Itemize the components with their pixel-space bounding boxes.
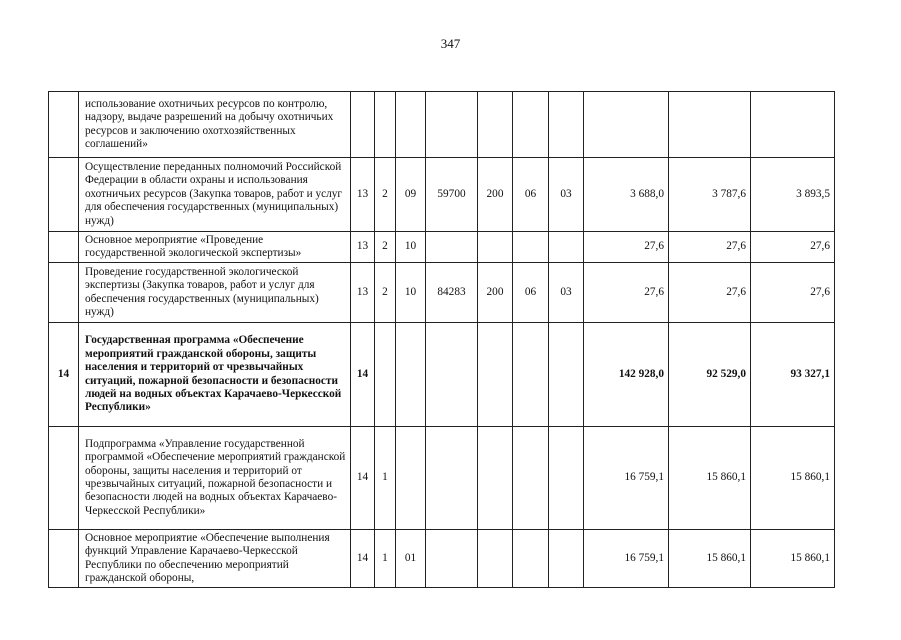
table-row (49, 92, 835, 158)
amount-year2-cell: 27,6 (669, 263, 751, 323)
row-number-cell (49, 232, 79, 263)
program-code-cell: 14 (351, 323, 375, 427)
item-name-cell: Основное мероприятие «Обеспечение выполнения функций Управление Карачаево-Черкесской Республики по обеспечению мероприятий гражданской обороны, (79, 530, 351, 588)
subprogram-code-cell: 1 (375, 427, 396, 530)
table-body (49, 92, 835, 588)
subprogram-code-cell: 2 (375, 263, 396, 323)
row-number-cell (49, 92, 79, 158)
activity-code-cell: 09 (396, 158, 426, 232)
expense-type-cell (478, 232, 513, 263)
amount-year1-cell: 27,6 (584, 263, 669, 323)
amount-year3-cell: 27,6 (751, 263, 835, 323)
subsection-cell (549, 530, 584, 588)
expense-type-cell (478, 427, 513, 530)
subprogram-code-cell: 2 (375, 158, 396, 232)
subprogram-code-cell: 1 (375, 530, 396, 588)
amount-year3-cell: 15 860,1 (751, 427, 835, 530)
amount-year2-cell (669, 92, 751, 158)
amount-year3-cell: 27,6 (751, 232, 835, 263)
section-cell: 06 (513, 263, 549, 323)
item-name-cell: Основное мероприятие «Проведение государственной экологической экспертизы» (79, 232, 351, 263)
section-cell (513, 92, 549, 158)
section-cell (513, 323, 549, 427)
amount-year3-cell: 15 860,1 (751, 530, 835, 588)
direction-code-cell (426, 323, 478, 427)
direction-code-cell: 84283 (426, 263, 478, 323)
program-code-cell: 13 (351, 158, 375, 232)
row-number-cell: 14 (49, 323, 79, 427)
amount-year1-cell: 16 759,1 (584, 427, 669, 530)
direction-code-cell (426, 530, 478, 588)
subsection-cell (549, 427, 584, 530)
item-name-cell: Государственная программа «Обеспечение мероприятий гражданской обороны, защиты населения и территорий от чрезвычайных ситуаций, пожарной безопасности и безопасности людей на водных объектах Карачаево-Черкесской Республики» (79, 323, 351, 427)
program-code-cell (351, 92, 375, 158)
item-name-cell: Проведение государственной экологической экспертизы (Закупка товаров, работ и услуг для обеспечения государственных (муниципальных) нужд) (79, 263, 351, 323)
amount-year1-cell: 16 759,1 (584, 530, 669, 588)
page-number: 347 (440, 36, 461, 51)
row-number-cell (49, 158, 79, 232)
item-name-cell: Подпрограмма «Управление государственной программой «Обеспечение мероприятий гражданской обороны, защиты населения и территорий от чрезвычайных ситуаций, пожарной безопасности и безопасности людей на водных объектах Карачаево-Черкесской Республики» (79, 427, 351, 530)
expense-type-cell (478, 530, 513, 588)
amount-year1-cell: 3 688,0 (584, 158, 669, 232)
table-row (49, 323, 835, 427)
subsection-cell: 03 (549, 263, 584, 323)
table-row (49, 530, 835, 588)
amount-year1-cell: 27,6 (584, 232, 669, 263)
program-code-cell: 14 (351, 530, 375, 588)
activity-code-cell (396, 323, 426, 427)
item-name-cell: Осуществление переданных полномочий Российской Федерации в области охраны и использования охотничьих ресурсов (Закупка товаров, работ и услуг для обеспечения государственных (муниципальных) нужд) (79, 158, 351, 232)
section-cell (513, 530, 549, 588)
item-name-cell: использование охотничьих ресурсов по контролю, надзору, выдаче разрешений на добычу охотничьих ресурсов и заключению охотхозяйственных соглашений» (79, 92, 351, 158)
amount-year1-cell (584, 92, 669, 158)
direction-code-cell (426, 232, 478, 263)
amount-year3-cell: 93 327,1 (751, 323, 835, 427)
expense-type-cell: 200 (478, 158, 513, 232)
expense-type-cell (478, 323, 513, 427)
subsection-cell (549, 92, 584, 158)
expense-type-cell (478, 92, 513, 158)
amount-year2-cell: 27,6 (669, 232, 751, 263)
subsection-cell (549, 323, 584, 427)
activity-code-cell: 10 (396, 263, 426, 323)
subprogram-code-cell: 2 (375, 232, 396, 263)
program-code-cell: 14 (351, 427, 375, 530)
section-cell: 06 (513, 158, 549, 232)
section-cell (513, 232, 549, 263)
amount-year1-cell: 142 928,0 (584, 323, 669, 427)
expense-type-cell: 200 (478, 263, 513, 323)
budget-table (48, 91, 835, 588)
section-cell (513, 427, 549, 530)
row-number-cell (49, 427, 79, 530)
amount-year2-cell: 92 529,0 (669, 323, 751, 427)
amount-year3-cell: 3 893,5 (751, 158, 835, 232)
row-number-cell (49, 530, 79, 588)
direction-code-cell (426, 92, 478, 158)
subprogram-code-cell (375, 323, 396, 427)
table-row (49, 158, 835, 232)
program-code-cell: 13 (351, 263, 375, 323)
activity-code-cell (396, 92, 426, 158)
amount-year2-cell: 15 860,1 (669, 427, 751, 530)
activity-code-cell: 10 (396, 232, 426, 263)
program-code-cell: 13 (351, 232, 375, 263)
direction-code-cell (426, 427, 478, 530)
amount-year2-cell: 3 787,6 (669, 158, 751, 232)
amount-year3-cell (751, 92, 835, 158)
table-row (49, 427, 835, 530)
amount-year2-cell: 15 860,1 (669, 530, 751, 588)
subsection-cell (549, 232, 584, 263)
table-row (49, 263, 835, 323)
activity-code-cell: 01 (396, 530, 426, 588)
row-number-cell (49, 263, 79, 323)
activity-code-cell (396, 427, 426, 530)
table-row (49, 232, 835, 263)
subprogram-code-cell (375, 92, 396, 158)
subsection-cell: 03 (549, 158, 584, 232)
direction-code-cell: 59700 (426, 158, 478, 232)
